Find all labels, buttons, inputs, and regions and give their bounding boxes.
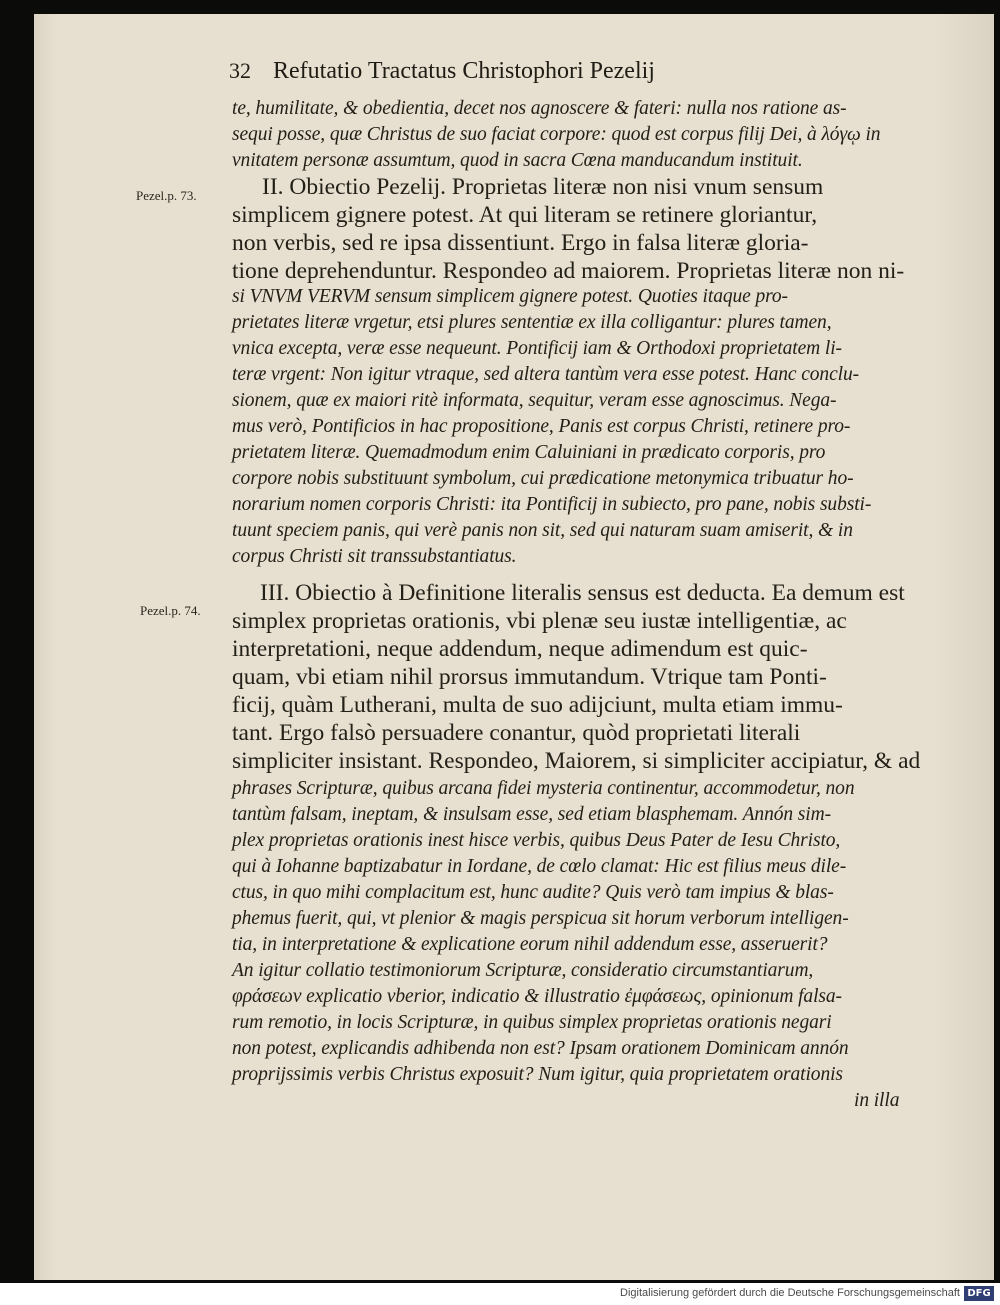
text-line: corpus Christi sit transsubstantiatus. xyxy=(232,546,517,567)
text-line: simplicem gignere potest. At qui literam se retinere gloriantur, xyxy=(232,202,818,228)
text-line: φράσεων explicatio vberior, indicatio & illustratio ἐμφάσεως, opinionum falsa- xyxy=(232,986,842,1007)
text-line: sionem, quæ ex maiori ritè informata, sequitur, veram esse agnoscimus. Nega- xyxy=(232,390,837,411)
book-page xyxy=(34,14,994,1280)
text-line: II. Obiectio Pezelij. Proprietas literæ non nisi vnum sensum xyxy=(262,174,824,200)
footer-credit: Digitalisierung gefördert durch die Deutsche Forschungsgemeinschaft xyxy=(620,1287,960,1299)
text-line: norarium nomen corporis Christi: ita Pontificij in subiecto, pro pane, nobis substi- xyxy=(232,494,872,515)
text-line: tuunt speciem panis, qui verè panis non sit, sed qui naturam suam amiserit, & in xyxy=(232,520,853,541)
text-line: non potest, explicandis adhibenda non est? Ipsam orationem Dominicam annón xyxy=(232,1038,849,1059)
text-line: prietates literæ vrgetur, etsi plures sententiæ ex illa colligantur: plures tamen, xyxy=(232,312,832,333)
text-line: tione deprehenduntur. Respondeo ad maiorem. Proprietas literæ non ni- xyxy=(232,258,905,284)
text-line: interpretationi, neque addendum, neque adimendum est quic- xyxy=(232,636,808,662)
text-line: qui à Iohanne baptizabatur in Iordane, de cœlo clamat: Hic est filius meus dile- xyxy=(232,856,847,877)
digitization-footer xyxy=(0,1283,1000,1305)
text-line: prietatem literæ. Quemadmodum enim Caluiniani in prædicato corporis, pro xyxy=(232,442,826,463)
text-line: An igitur collatio testimoniorum Scripturæ, consideratio circumstantiarum, xyxy=(232,960,814,981)
text-line: ctus, in quo mihi complacitum est, hunc audite? Quis verò tam impius & blas- xyxy=(232,882,834,903)
text-line: sequi posse, quæ Christus de suo faciat corpore: quod est corpus filij Dei, à λόγῳ in xyxy=(232,124,881,145)
text-line: simpliciter insistant. Respondeo, Maiorem, si simpliciter accipiatur, & ad xyxy=(232,748,921,774)
text-line: simplex proprietas orationis, vbi plenæ seu iustæ intelligentiæ, ac xyxy=(232,608,847,634)
text-line: mus verò, Pontificios in hac propositione, Panis est corpus Christi, retinere pro- xyxy=(232,416,851,437)
page-content xyxy=(34,14,994,1280)
page-number: 32 xyxy=(229,58,251,83)
text-line: si VNVM VERVM sensum simplicem gignere potest. Quoties itaque pro- xyxy=(232,286,788,307)
text-line: plex proprietas orationis inest hisce verbis, quibus Deus Pater de Iesu Christo, xyxy=(232,830,841,851)
dfg-logo-icon: DFG xyxy=(964,1286,994,1301)
text-line: III. Obiectio à Definitione literalis sensus est deducta. Ea demum est xyxy=(260,580,905,606)
text-line: ficij, quàm Lutherani, multa de suo adijciunt, multa etiam immu- xyxy=(232,692,843,718)
text-line: tant. Ergo falsò persuadere conantur, quòd proprietati literali xyxy=(232,720,801,746)
text-line: corpore nobis substituunt symbolum, cui prædicatione metonymica tribuatur ho- xyxy=(232,468,854,489)
text-line: teræ vrgent: Non igitur vtraque, sed altera tantùm vera esse potest. Hanc conclu- xyxy=(232,364,859,385)
text-line: rum remotio, in locis Scripturæ, in quibus simplex proprietas orationis negari xyxy=(232,1012,832,1033)
text-line: proprijssimis verbis Christus exposuit? Num igitur, quia proprietatem orationis xyxy=(232,1064,843,1085)
text-line: quam, vbi etiam nihil prorsus immutandum. Vtrique tam Ponti- xyxy=(232,664,827,690)
text-line: phrases Scripturæ, quibus arcana fidei mysteria continentur, accommodetur, non xyxy=(232,778,855,799)
text-line: vnitatem personæ assumtum, quod in sacra Cœna manducandum instituit. xyxy=(232,150,803,171)
margin-note-pezel-74: Pezel.p. 74. xyxy=(140,603,201,618)
text-line: vnica excepta, veræ esse nequeunt. Pontificij iam & Orthodoxi proprietatem li- xyxy=(232,338,842,359)
text-line: phemus fuerit, qui, vt plenior & magis perspicua sit horum verborum intelligen- xyxy=(232,908,849,929)
running-header xyxy=(229,58,909,85)
running-title: Refutatio Tractatus Christophori Pezelij xyxy=(273,58,655,84)
text-line: te, humilitate, & obedientia, decet nos agnoscere & fateri: nulla nos ratione as- xyxy=(232,98,847,119)
text-line: tantùm falsam, ineptam, & insulsam esse, sed etiam blasphemam. Annón sim- xyxy=(232,804,831,825)
catchword: in illa xyxy=(854,1090,900,1111)
text-line: tia, in interpretatione & explicatione eorum nihil addendum esse, asseruerit? xyxy=(232,934,828,955)
margin-note-pezel-73: Pezel.p. 73. xyxy=(136,188,197,203)
text-line: non verbis, sed re ipsa dissentiunt. Ergo in falsa literæ gloria- xyxy=(232,230,809,256)
